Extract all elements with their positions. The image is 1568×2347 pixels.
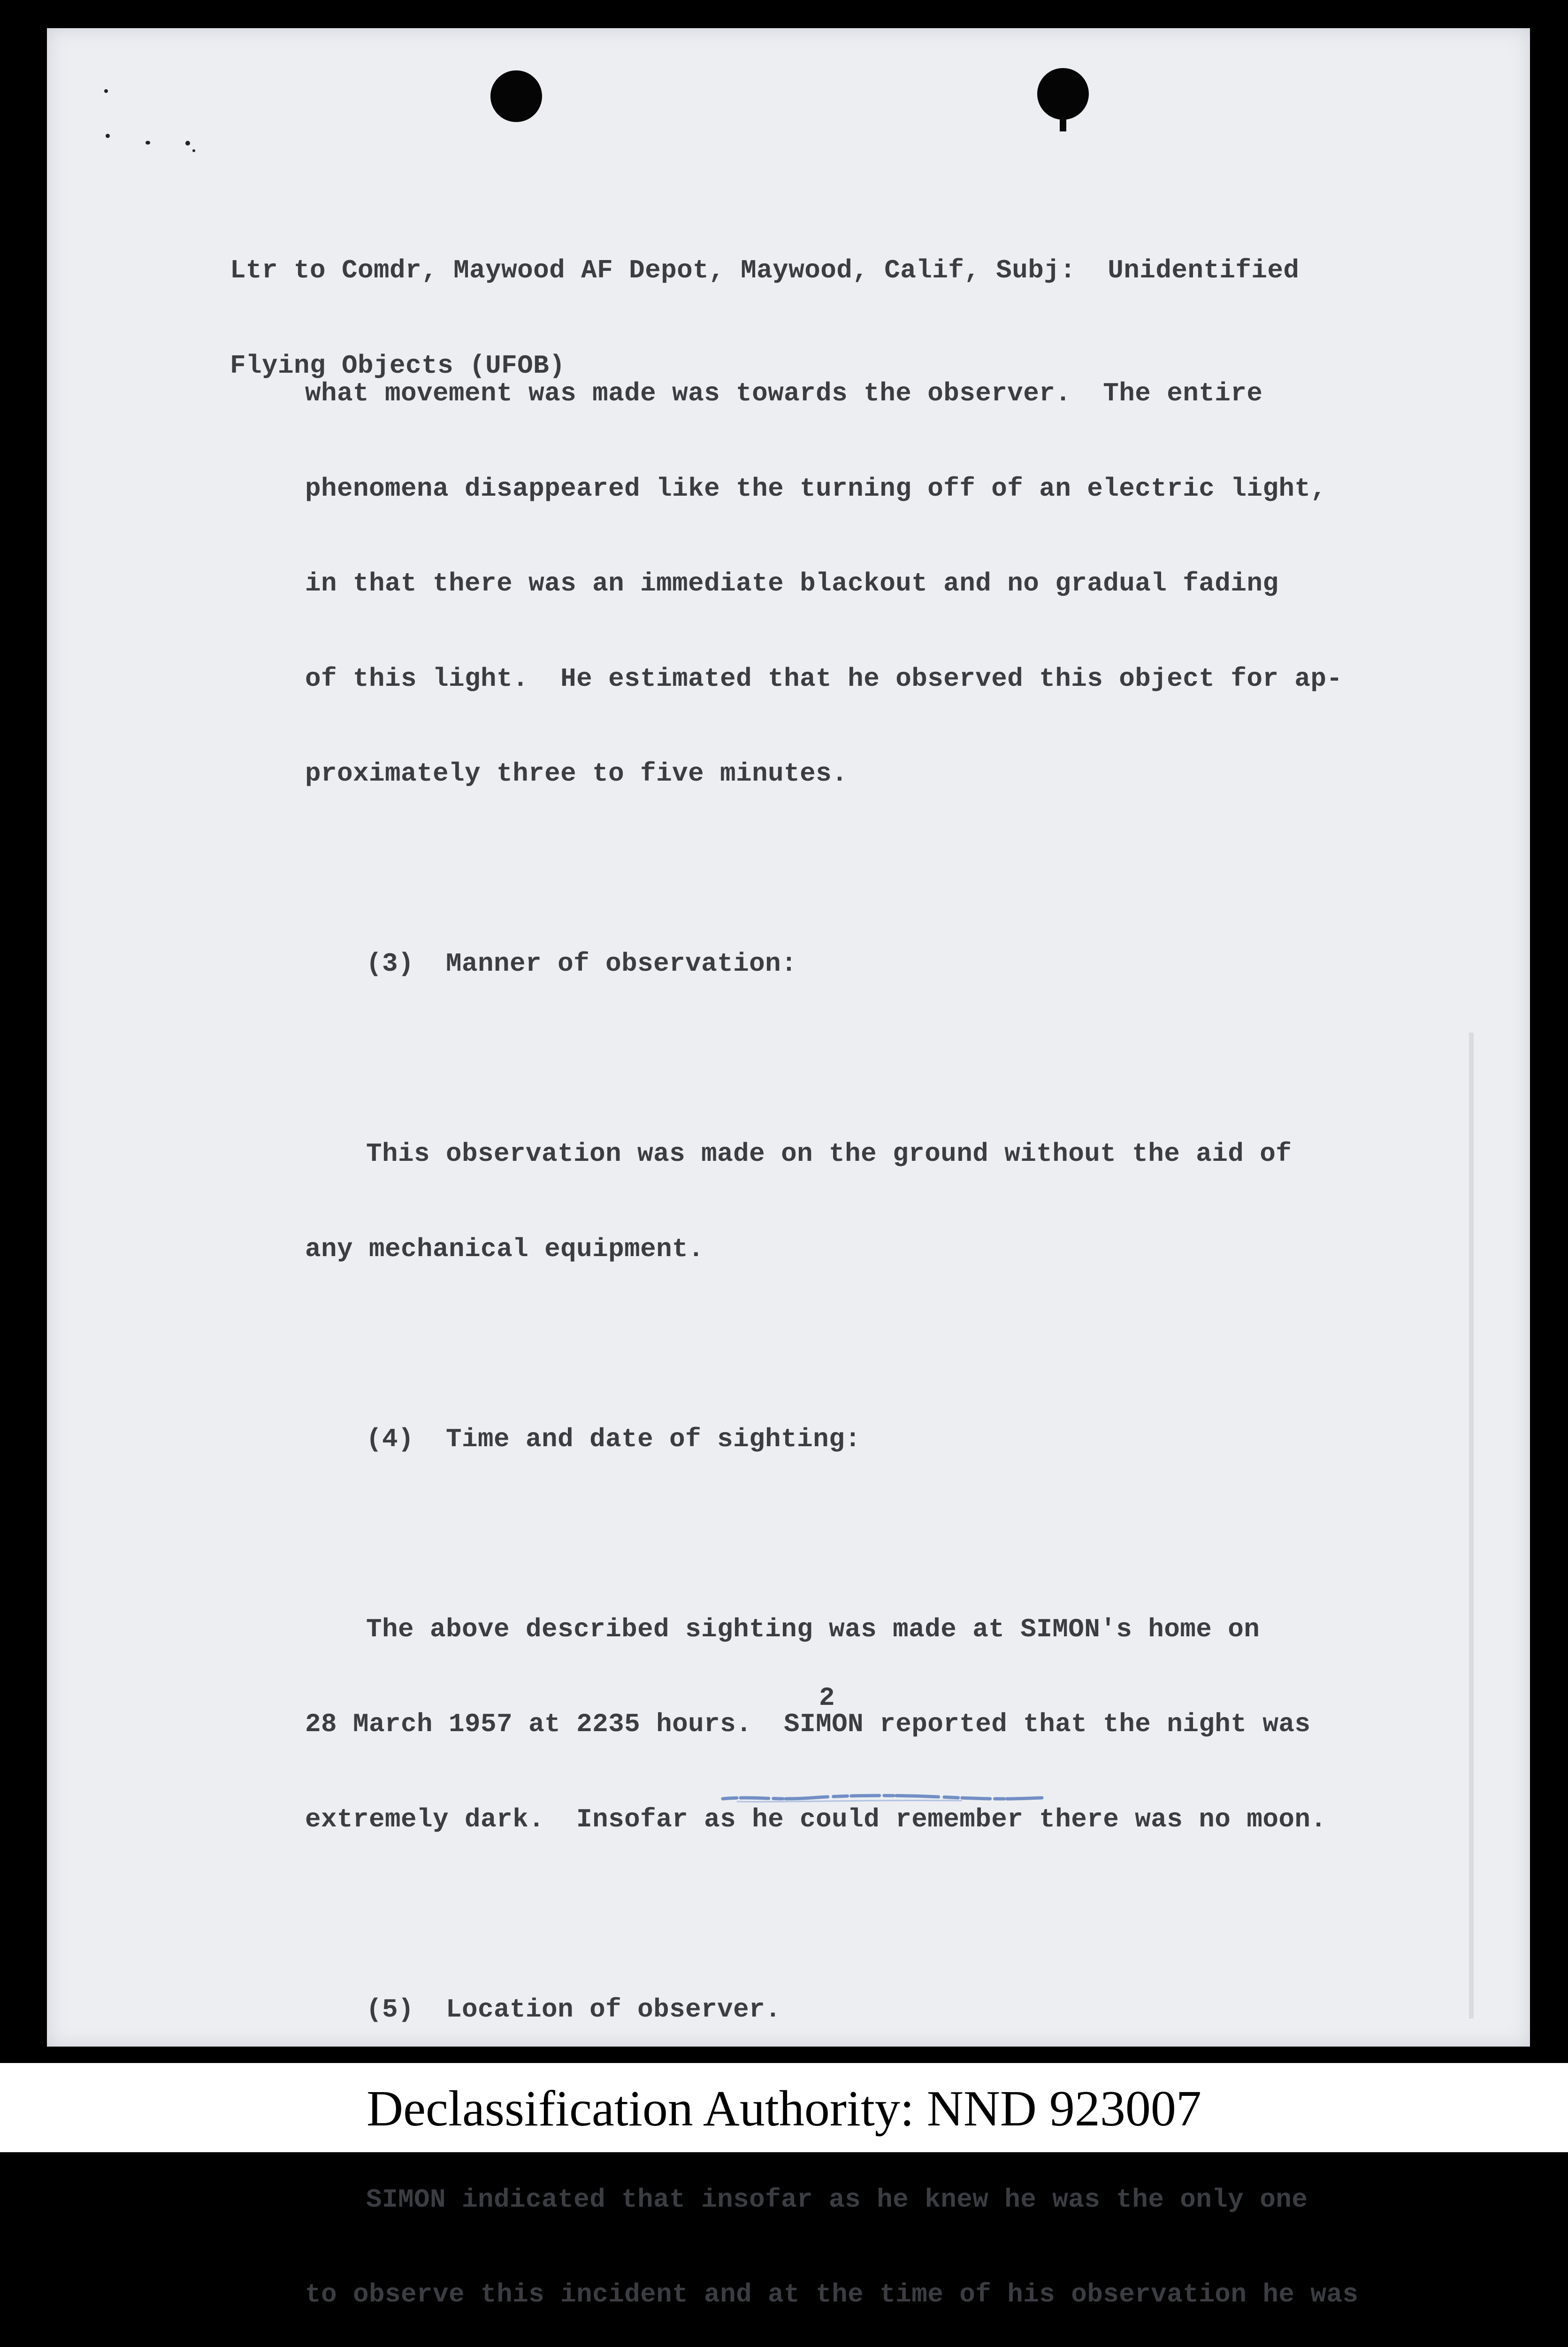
letter-body [305,314,1374,2347]
speck-mark [192,149,195,152]
body-line: to observe this incident and at the time of his observation he was [305,2279,1359,2309]
body-line: proximately three to five minutes. [305,759,848,789]
header-line: Flying Objects (UFOB) [230,350,566,381]
speck-mark [106,134,110,138]
declassification-footer: Declassification Authority: NND 923007 [367,2081,1201,2137]
section-heading-3: (3) Manner of observation: [366,949,797,979]
page-number: 2 [819,1683,835,1713]
body-line: This observation was made on the ground without the aid of [366,1139,1292,1169]
body-line: of this light. He estimated that he observed this object for ap- [305,663,1343,694]
body-line: any mechanical equipment. [305,1234,704,1264]
header-line: Ltr to Comdr, Maywood AF Depot, Maywood, Calif, Subj: Unidentified [230,255,1300,285]
body-line: 28 March 1957 at 2235 hours. SIMON reported that the night was [305,1709,1311,1739]
body-line: phenomena disappeared like the turning off of an electric light, [305,473,1327,504]
section-heading-5: (5) Location of observer. [366,1994,781,2025]
body-line: The above described sighting was made at SIMON's home on [366,1614,1260,1644]
section-heading-4: (4) Time and date of sighting: [366,1424,861,1454]
punch-hole-right [1037,68,1089,120]
footer-bar [0,2063,1568,2152]
faded-stamp-mark [718,1788,1047,1807]
speck-mark [145,141,150,145]
body-line: in that there was an immediate blackout and no gradual fading [305,568,1279,598]
paper-edge [1469,1033,1474,2018]
speck-mark [185,141,190,146]
punch-hole-left [490,70,542,122]
speck-mark [104,89,108,93]
body-line: SIMON indicated that insofar as he knew he was the only one [366,2184,1308,2215]
body-line: extremely dark. Insofar as he could remember there was no moon. [305,1804,1327,1834]
body-line: what movement was made was towards the observer. The entire [305,378,1263,408]
